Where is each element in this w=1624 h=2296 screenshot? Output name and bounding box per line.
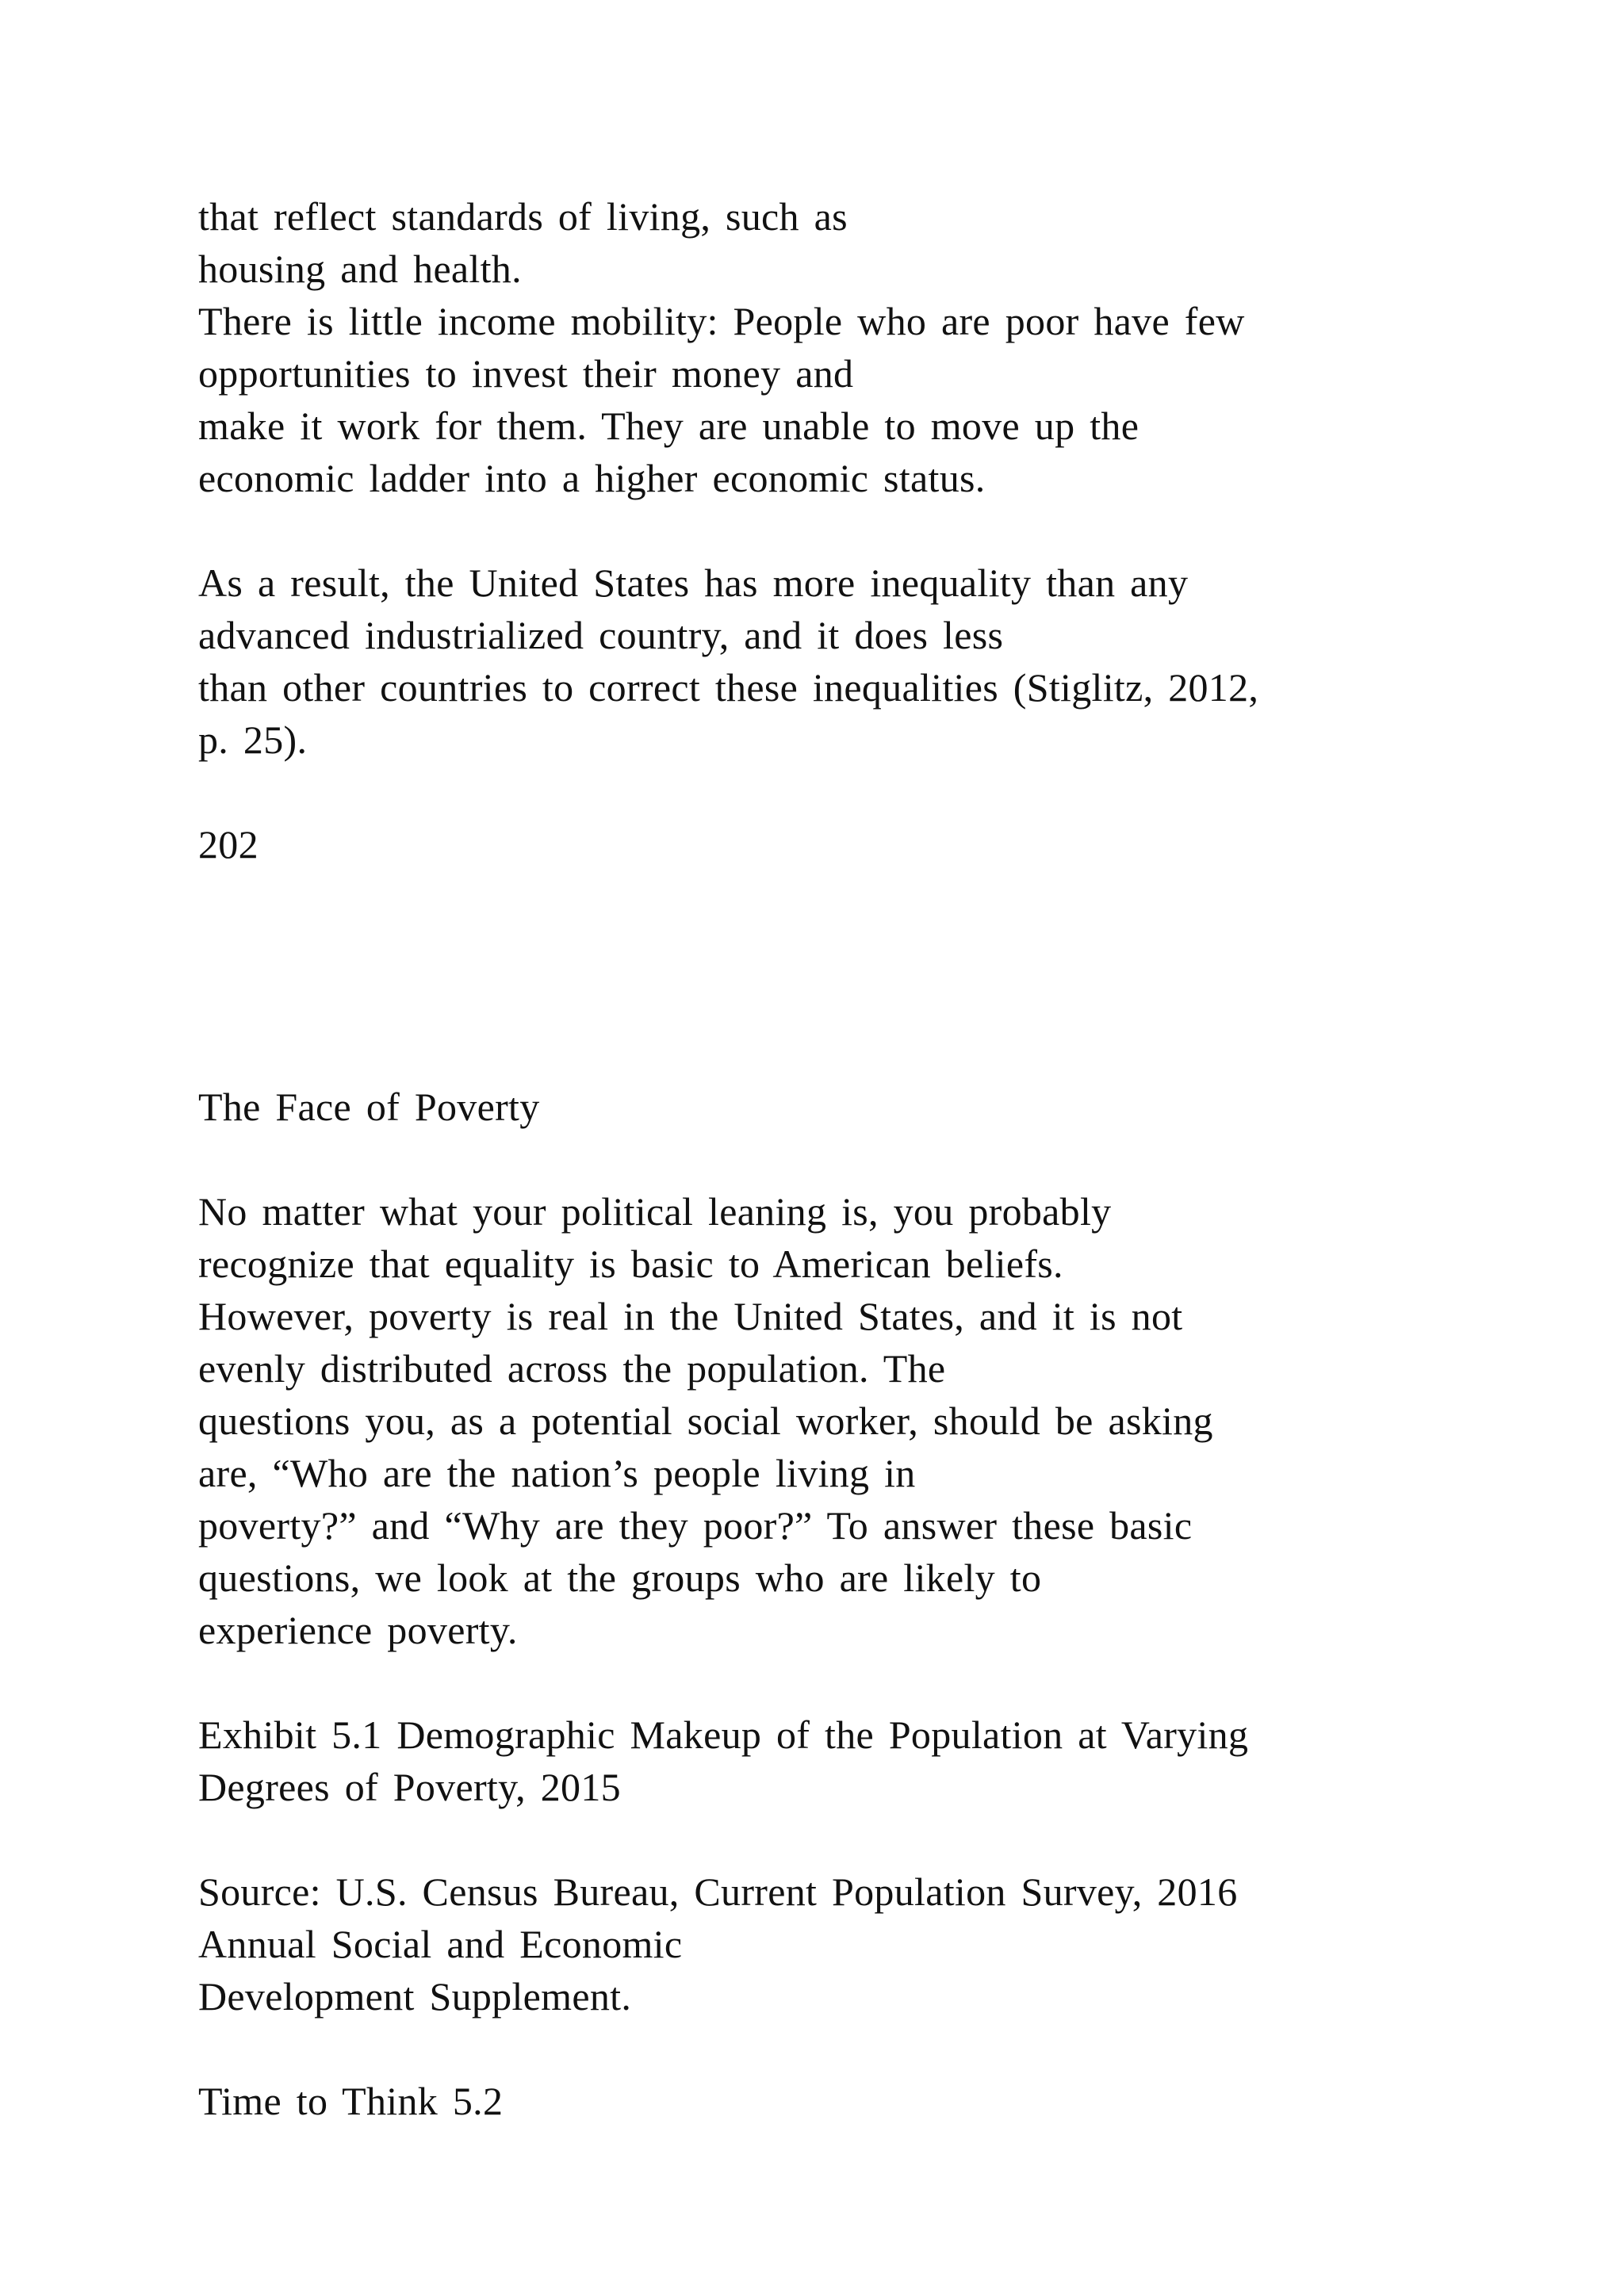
- text-line: Development Supplement.: [198, 1974, 632, 2019]
- text-line: advanced industrialized country, and it does less: [198, 613, 1004, 657]
- text-line: questions you, as a potential social worker, should be asking: [198, 1399, 1213, 1443]
- text-line: Annual Social and Economic: [198, 1922, 683, 1966]
- text-line: However, poverty is real in the United States, and it is not: [198, 1294, 1183, 1338]
- text-line: than other countries to correct these inequalities (Stiglitz, 2012,: [198, 665, 1259, 710]
- text-line: housing and health.: [198, 247, 522, 291]
- page-break-gap: [198, 923, 1483, 1081]
- page-number-block: [198, 818, 1483, 871]
- document-page: [198, 190, 1483, 2179]
- text-line: experience poverty.: [198, 1608, 518, 1652]
- section-heading-block: [198, 1081, 1483, 1133]
- exhibit-caption: [198, 1709, 1483, 1813]
- time-to-think-block: [198, 2075, 1483, 2127]
- text-line: are, “Who are the nation’s people living in: [198, 1451, 916, 1495]
- text-line: Exhibit 5.1 Demographic Makeup of the Population at Varying: [198, 1712, 1249, 1757]
- text-line: make it work for them. They are unable to move up the: [198, 404, 1139, 448]
- text-line: evenly distributed across the population. The: [198, 1346, 946, 1391]
- source-note: [198, 1866, 1483, 2022]
- text-line: poverty?” and “Why are they poor?” To answer these basic: [198, 1503, 1193, 1548]
- text-line: that reflect standards of living, such as: [198, 194, 848, 239]
- text-line: p. 25).: [198, 718, 308, 762]
- paragraph-income-mobility: [198, 190, 1483, 504]
- text-line: Degrees of Poverty, 2015: [198, 1765, 621, 1809]
- text-line: No matter what your political leaning is, you probably: [198, 1189, 1112, 1234]
- text-line: opportunities to invest their money and: [198, 351, 854, 396]
- text-line: economic ladder into a higher economic status.: [198, 456, 986, 500]
- text-line: recognize that equality is basic to American beliefs.: [198, 1242, 1063, 1286]
- paragraph-inequality: [198, 557, 1483, 766]
- text-line: Source: U.S. Census Bureau, Current Population Survey, 2016: [198, 1869, 1238, 1914]
- text-line: As a result, the United States has more inequality than any: [198, 561, 1189, 605]
- paragraph-face-of-poverty: [198, 1185, 1483, 1656]
- page-number: 202: [198, 822, 259, 867]
- time-to-think-heading: Time to Think 5.2: [198, 2079, 504, 2123]
- text-line: questions, we look at the groups who are likely to: [198, 1556, 1042, 1600]
- section-heading: The Face of Poverty: [198, 1085, 540, 1129]
- text-line: There is little income mobility: People who are poor have few: [198, 299, 1245, 343]
